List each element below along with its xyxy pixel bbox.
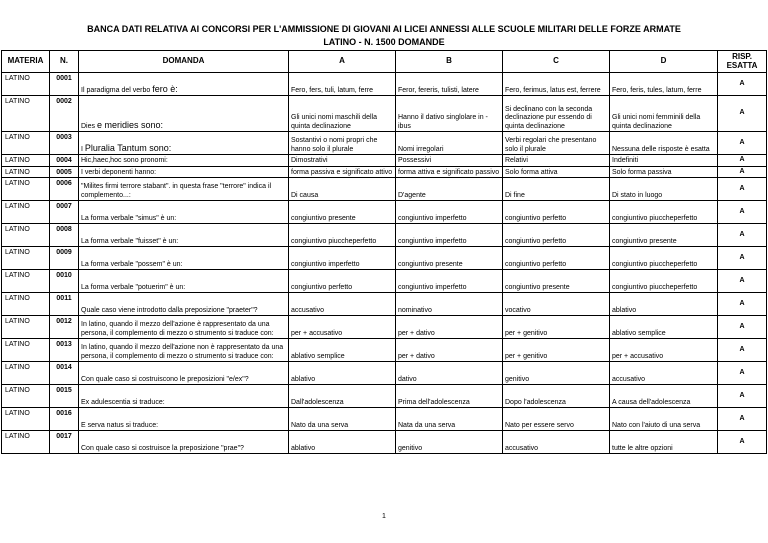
cell-option-b: congiuntivo imperfetto [396, 224, 503, 247]
page-number: 1 [382, 513, 386, 520]
cell-materia: LATINO [2, 96, 50, 132]
table-row [2, 270, 767, 293]
cell-question [79, 339, 289, 362]
cell-number: 0006 [50, 178, 79, 201]
cell-number: 0013 [50, 339, 79, 362]
cell-option-a: Nato da una serva [289, 408, 396, 431]
cell-correct-answer: A [718, 166, 767, 178]
question-text-large: Pluralia Tantum sono: [84, 142, 172, 153]
cell-question [79, 293, 289, 316]
table-row [2, 408, 767, 431]
question-text: I [81, 145, 83, 153]
cell-option-d: Di stato in luogo [610, 178, 718, 201]
cell-option-d: accusativo [610, 362, 718, 385]
question-text: La forma verbale "potuerim" è un: [81, 283, 186, 291]
table-row [2, 178, 767, 201]
question-text: In latino, quando il mezzo dell'azione non è rappresentato da una persona, il complemento di mezzo o strumento si traduce con: [81, 344, 284, 360]
cell-option-c: congiuntivo perfetto [503, 247, 610, 270]
cell-correct-answer: A [718, 293, 767, 316]
cell-materia: LATINO [2, 73, 50, 96]
cell-correct-answer: A [718, 178, 767, 201]
cell-option-d: Fero, feris, tules, latum, ferre [610, 73, 718, 96]
header-option-d: D [610, 51, 718, 73]
header-domanda: DOMANDA [79, 51, 289, 73]
cell-option-a: ablativo semplice [289, 339, 396, 362]
cell-correct-answer: A [718, 201, 767, 224]
cell-correct-answer: A [718, 270, 767, 293]
cell-option-b: dativo [396, 362, 503, 385]
cell-option-d: Gli unici nomi femminili della quinta declinazione [610, 96, 718, 132]
cell-number: 0015 [50, 385, 79, 408]
cell-question [79, 155, 289, 167]
cell-option-c: Si declinano con la seconda declinazione pur essendo di quinta declinazione [503, 96, 610, 132]
cell-option-b: per + dativo [396, 339, 503, 362]
cell-option-c: Di fine [503, 178, 610, 201]
cell-materia: LATINO [2, 132, 50, 155]
cell-materia: LATINO [2, 385, 50, 408]
question-text-large: fero è: [152, 83, 178, 94]
cell-option-a: Gli unici nomi maschili della quinta declinazione [289, 96, 396, 132]
cell-question [79, 96, 289, 132]
table-row [2, 339, 767, 362]
cell-option-b: nominativo [396, 293, 503, 316]
question-text: La forma verbale "possem" è un: [81, 260, 183, 268]
table-row [2, 431, 767, 454]
cell-option-a: congiuntivo piuccheperfetto [289, 224, 396, 247]
table-row [2, 201, 767, 224]
header-option-c: C [503, 51, 610, 73]
cell-option-c: accusativo [503, 431, 610, 454]
cell-option-d: congiuntivo piuccheperfetto [610, 201, 718, 224]
header-option-b: B [396, 51, 503, 73]
cell-option-d: tutte le altre opzioni [610, 431, 718, 454]
table-row [2, 132, 767, 155]
cell-option-a: congiuntivo imperfetto [289, 247, 396, 270]
cell-option-b: congiuntivo imperfetto [396, 270, 503, 293]
table-row [2, 96, 767, 132]
cell-correct-answer: A [718, 362, 767, 385]
cell-option-b: forma attiva e significato passivo [396, 166, 503, 178]
cell-option-a: congiuntivo presente [289, 201, 396, 224]
cell-materia: LATINO [2, 155, 50, 167]
cell-option-a: Dimostrativi [289, 155, 396, 167]
cell-option-b: Hanno il dativo singlolare in -ibus [396, 96, 503, 132]
table-row [2, 362, 767, 385]
cell-option-b: Possessivi [396, 155, 503, 167]
cell-option-b: congiuntivo presente [396, 247, 503, 270]
table-row [2, 385, 767, 408]
cell-materia: LATINO [2, 247, 50, 270]
cell-number: 0001 [50, 73, 79, 96]
cell-correct-answer: A [718, 339, 767, 362]
cell-question [79, 362, 289, 385]
cell-option-c: Verbi regolari che presentano solo il plurale [503, 132, 610, 155]
cell-option-b: Prima dell'adolescenza [396, 385, 503, 408]
cell-number: 0011 [50, 293, 79, 316]
cell-option-b: D'agente [396, 178, 503, 201]
cell-question [79, 431, 289, 454]
question-text: Quale caso viene introdotto dalla preposizione "praeter"? [81, 306, 258, 314]
document-title: BANCA DATI RELATIVA AI CONCORSI PER L'AMMISSIONE DI GIOVANI AI LICEI ANNESSI ALLE SCUOLE MILITARI DELLE FORZE ARMATE [87, 24, 681, 34]
cell-number: 0014 [50, 362, 79, 385]
question-text: La forma verbale "fuisset" è un: [81, 237, 179, 245]
table-row [2, 224, 767, 247]
cell-materia: LATINO [2, 224, 50, 247]
cell-option-c: congiuntivo presente [503, 270, 610, 293]
cell-materia: LATINO [2, 316, 50, 339]
header-number: N. [50, 51, 79, 73]
cell-number: 0016 [50, 408, 79, 431]
cell-option-d: Nessuna delle risposte è esatta [610, 132, 718, 155]
question-text: Con quale caso si costruisce la preposizione "prae"? [81, 444, 244, 452]
cell-materia: LATINO [2, 201, 50, 224]
cell-correct-answer: A [718, 155, 767, 167]
cell-option-d: Solo forma passiva [610, 166, 718, 178]
cell-option-c: per + genitivo [503, 316, 610, 339]
cell-option-b: Feror, fereris, tulisti, latere [396, 73, 503, 96]
cell-correct-answer: A [718, 224, 767, 247]
header-correct-answer: RISP. ESATTA [718, 51, 767, 73]
cell-number: 0005 [50, 166, 79, 178]
cell-option-d: A causa dell'adolescenza [610, 385, 718, 408]
cell-question [79, 385, 289, 408]
cell-option-a: ablativo [289, 431, 396, 454]
cell-option-b: genitivo [396, 431, 503, 454]
cell-option-d: congiuntivo piuccheperfetto [610, 270, 718, 293]
table-row [2, 316, 767, 339]
cell-option-d: Indefiniti [610, 155, 718, 167]
cell-option-d: congiuntivo piuccheperfetto [610, 247, 718, 270]
cell-option-d: ablativo [610, 293, 718, 316]
cell-correct-answer: A [718, 73, 767, 96]
cell-option-a: accusativo [289, 293, 396, 316]
cell-correct-answer: A [718, 385, 767, 408]
cell-option-c: Solo forma attiva [503, 166, 610, 178]
question-text: Ex adulescentia si traduce: [81, 398, 165, 406]
cell-option-d: congiuntivo presente [610, 224, 718, 247]
question-text: La forma verbale "simus" è un: [81, 214, 177, 222]
question-text: In latino, quando il mezzo dell'azione è rappresentato da una persona, il complemento di mezzo o strumento si traduce con: [81, 321, 274, 337]
cell-question [79, 166, 289, 178]
cell-materia: LATINO [2, 431, 50, 454]
cell-option-a: ablativo [289, 362, 396, 385]
cell-question [79, 408, 289, 431]
cell-number: 0004 [50, 155, 79, 167]
cell-materia: LATINO [2, 293, 50, 316]
cell-option-d: ablativo semplice [610, 316, 718, 339]
cell-option-d: per + accusativo [610, 339, 718, 362]
cell-correct-answer: A [718, 316, 767, 339]
cell-option-c: congiuntivo perfetto [503, 224, 610, 247]
cell-materia: LATINO [2, 270, 50, 293]
cell-question [79, 201, 289, 224]
cell-question [79, 270, 289, 293]
cell-question [79, 224, 289, 247]
cell-option-b: per + dativo [396, 316, 503, 339]
cell-option-a: congiuntivo perfetto [289, 270, 396, 293]
cell-number: 0007 [50, 201, 79, 224]
cell-option-c: Dopo l'adolescenza [503, 385, 610, 408]
cell-option-b: Nomi irregolari [396, 132, 503, 155]
cell-question [79, 132, 289, 155]
cell-option-c: genitivo [503, 362, 610, 385]
cell-question [79, 316, 289, 339]
cell-option-c: Nato per essere servo [503, 408, 610, 431]
cell-option-c: congiuntivo perfetto [503, 201, 610, 224]
cell-option-a: forma passiva e significato attivo [289, 166, 396, 178]
table-row [2, 247, 767, 270]
cell-correct-answer: A [718, 431, 767, 454]
cell-option-a: Fero, fers, tuli, latum, ferre [289, 73, 396, 96]
cell-option-a: Sostantivi o nomi propri che hanno solo il plurale [289, 132, 396, 155]
questions-table [1, 50, 767, 454]
header-materia: MATERIA [2, 51, 50, 73]
table-header-row [2, 51, 767, 73]
cell-option-a: per + accusativo [289, 316, 396, 339]
question-text: Con quale caso si costruiscono le preposizioni "e/ex"? [81, 375, 249, 383]
cell-question [79, 247, 289, 270]
cell-materia: LATINO [2, 166, 50, 178]
table-row [2, 155, 767, 167]
cell-number: 0009 [50, 247, 79, 270]
cell-option-c: per + genitivo [503, 339, 610, 362]
cell-materia: LATINO [2, 408, 50, 431]
table-row [2, 73, 767, 96]
question-text: Hic,haec,hoc sono pronomi: [81, 157, 168, 164]
cell-correct-answer: A [718, 247, 767, 270]
cell-correct-answer: A [718, 96, 767, 132]
cell-question [79, 73, 289, 96]
cell-number: 0003 [50, 132, 79, 155]
header-option-a: A [289, 51, 396, 73]
cell-option-c: vocativo [503, 293, 610, 316]
cell-correct-answer: A [718, 132, 767, 155]
question-text: I verbi deponenti hanno: [81, 168, 157, 176]
cell-materia: LATINO [2, 178, 50, 201]
cell-correct-answer: A [718, 408, 767, 431]
cell-materia: LATINO [2, 339, 50, 362]
question-text: Il paradigma del verbo [81, 86, 151, 94]
question-text: Dies [81, 122, 96, 130]
cell-option-c: Relativi [503, 155, 610, 167]
cell-number: 0002 [50, 96, 79, 132]
cell-number: 0017 [50, 431, 79, 454]
document-subtitle: LATINO - N. 1500 DOMANDE [323, 37, 445, 47]
cell-option-b: Nata da una serva [396, 408, 503, 431]
table-row [2, 166, 767, 178]
cell-number: 0012 [50, 316, 79, 339]
cell-option-d: Nato con l'aiuto di una serva [610, 408, 718, 431]
cell-number: 0008 [50, 224, 79, 247]
cell-option-c: Fero, ferimus, latus est, ferrere [503, 73, 610, 96]
table-row [2, 293, 767, 316]
cell-option-b: congiuntivo imperfetto [396, 201, 503, 224]
question-text-large: e meridies sono: [96, 119, 164, 130]
cell-option-a: Dall'adolescenza [289, 385, 396, 408]
cell-materia: LATINO [2, 362, 50, 385]
table-body [2, 73, 767, 454]
cell-number: 0010 [50, 270, 79, 293]
cell-question [79, 178, 289, 201]
question-text: E serva natus si traduce: [81, 421, 159, 429]
cell-option-a: Di causa [289, 178, 396, 201]
question-text: "Milites firmi terrore stabant". in questa frase "terrore" indica il complemento...: [81, 183, 272, 199]
